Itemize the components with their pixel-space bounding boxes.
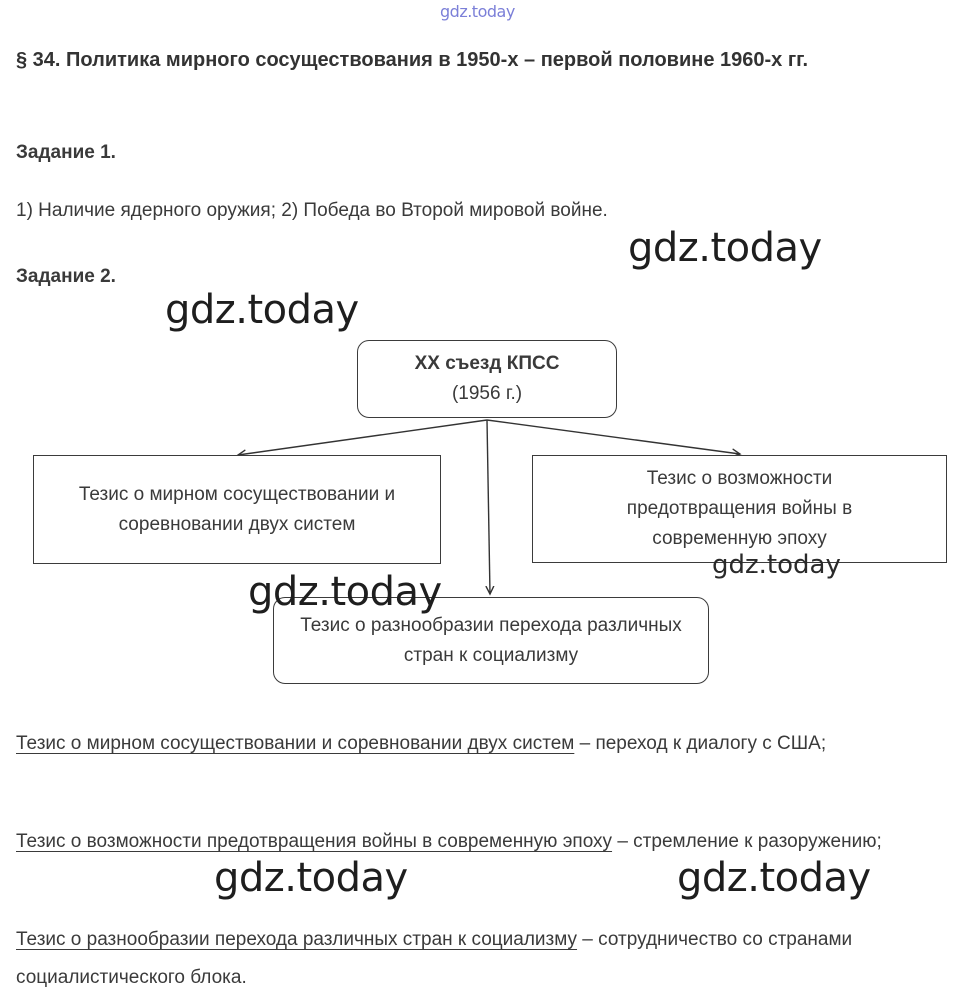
arrow-right — [487, 420, 740, 454]
task1-answer: 1) Наличие ядерного оружия; 2) Победа во Второй мировой войне. — [16, 200, 608, 221]
watermark: gdz.today — [214, 855, 408, 901]
page-title: § 34. Политика мирного сосуществования в 1950-х – первой половине 1960-х гг. — [16, 49, 809, 71]
diagram-root-year: (1956 г.) — [451, 383, 523, 404]
answer-1-rest: – переход к диалогу с США; — [574, 733, 827, 754]
answer-2-rest: – стремление к разоружению; — [612, 831, 882, 852]
arrow-left — [238, 420, 487, 455]
watermark-top: gdz.today — [440, 2, 515, 21]
watermark: gdz.today — [712, 550, 841, 580]
diagram-root-box — [357, 340, 617, 418]
task1-heading: Задание 1. — [16, 142, 116, 163]
watermark: gdz.today — [165, 287, 359, 333]
diagram-root-title: XX съезд КПСС — [414, 353, 560, 374]
diagram-bottom-text: Тезис о разнообразии перехода различных стран к социализму — [300, 614, 682, 666]
answer-1-thesis: Тезис о мирном сосуществовании и соревновании двух систем — [16, 733, 575, 754]
diagram-right-text: Тезис о возможности предотвращения войны в современную эпоху — [626, 468, 853, 549]
arrow-down — [487, 420, 490, 594]
diagram-box-right — [532, 455, 947, 563]
watermark: gdz.today — [677, 855, 871, 901]
task2-heading: Задание 2. — [16, 266, 116, 287]
diagram-box-left — [33, 455, 441, 564]
answer-1 — [16, 725, 946, 763]
watermark: gdz.today — [628, 225, 822, 271]
answer-3-rest: – сотрудничество со странами социалистического блока. — [16, 929, 853, 988]
answer-3 — [16, 921, 946, 997]
answer-2-thesis: Тезис о возможности предотвращения войны в современную эпоху — [16, 831, 613, 852]
watermark: gdz.today — [248, 569, 442, 615]
answer-3-thesis: Тезис о разнообразии перехода различных стран к социализму — [16, 929, 578, 950]
diagram-left-text: Тезис о мирном сосуществовании и соревновании двух систем — [78, 483, 396, 535]
